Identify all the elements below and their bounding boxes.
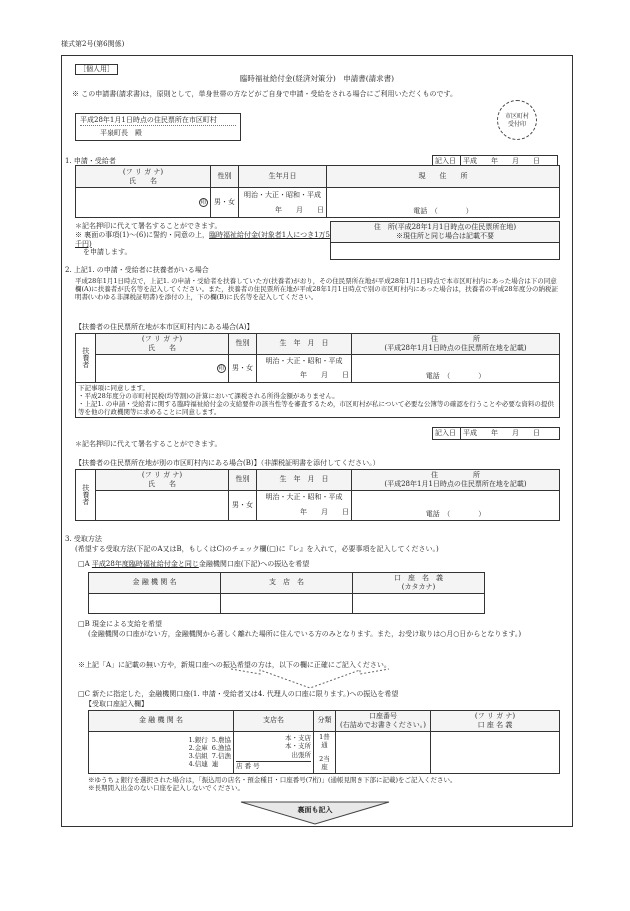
stamp-line1: 市区町村 bbox=[504, 113, 529, 120]
option-b[interactable]: □B 現金による支給を希望 bbox=[78, 620, 162, 628]
account-name-cell[interactable] bbox=[353, 593, 485, 613]
tel-label: 電話 （ ） bbox=[425, 509, 486, 518]
residence-note: ※現住所と同じ場合は記載不要 bbox=[396, 231, 494, 240]
ymd-label: 年 月 日 bbox=[275, 205, 324, 214]
address-cell[interactable] bbox=[352, 490, 560, 520]
option-a-text: 平成28年度臨時福祉給付金と同じ bbox=[91, 560, 199, 568]
residence-cell[interactable] bbox=[331, 242, 560, 259]
ymd-label: 年 月 日 bbox=[300, 508, 349, 516]
section2-intro: 平成28年1月1日時点で，上記1. の申請・受給者を扶養していた方(扶養者)がおり，その住民票所在地が平成28年1月1日時点で本市区町村内にあった場合は下の同意欄(A)に扶養者が氏名等を記入してください。また，扶養者の住民票所在地が平成28年1月1日時点で別の市区町村内にあった場合は，扶養者の平成28年度分の納税証明書(いわゆる非課税証明書)を添付の上，下の欄(B)に氏名等を記入してください。 bbox=[75, 277, 559, 302]
supporter-b-table bbox=[75, 469, 560, 521]
gender-value[interactable]: 男・女 bbox=[229, 354, 257, 382]
era-options: 明治・大正・昭和・平成 bbox=[265, 356, 343, 365]
bank-type-cell[interactable] bbox=[89, 731, 234, 773]
birth-cell[interactable] bbox=[239, 188, 327, 218]
account-no-label: 口座番号 bbox=[369, 712, 397, 720]
account-no-sub: (右詰めでお書きください。) bbox=[340, 720, 426, 729]
oath-note-c: を申請します。 bbox=[83, 248, 132, 257]
supporter-label: 扶養者 bbox=[76, 470, 96, 521]
bank-header: 金 融 機 関 名 bbox=[89, 573, 221, 594]
account-name-label: 口 座 名 義 bbox=[394, 574, 443, 582]
address-sub: (平成28年1月1日時点の住民票所在地を記載) bbox=[384, 343, 527, 352]
s1-notes bbox=[75, 222, 330, 257]
seal-mark: 印 bbox=[200, 199, 207, 206]
address-label: 住 所 bbox=[431, 335, 480, 343]
bank-type: 7.信漁 bbox=[211, 752, 231, 760]
account-type-cell[interactable] bbox=[314, 731, 336, 773]
applicant-table bbox=[75, 165, 560, 218]
ymd-label: 年 月 日 bbox=[300, 370, 349, 379]
date-value[interactable]: 平成 年 月 日 bbox=[461, 428, 560, 440]
dormant-note: ※長期間入出金のない口座を記入しないでください。 bbox=[88, 784, 244, 793]
date-label: 記入日 bbox=[433, 428, 461, 440]
bank-cell[interactable] bbox=[89, 593, 221, 613]
birth-cell[interactable] bbox=[257, 490, 352, 520]
account-no-cell[interactable] bbox=[336, 731, 431, 773]
bank-type: 3.信組 bbox=[188, 752, 208, 760]
date-value[interactable]: 平成 年 月 日 bbox=[461, 156, 558, 168]
seal-note: ＊記名押印に代えて署名することができます。 bbox=[75, 222, 222, 230]
address-cell[interactable] bbox=[352, 354, 560, 382]
section2a-heading: 【扶養者の住民票所在地が本市区町村内にある場合(A)】 bbox=[75, 323, 254, 331]
mayor-name: 平泉町長 殿 bbox=[100, 128, 142, 137]
branch-header: 支 店 名 bbox=[221, 573, 353, 594]
account-no-header bbox=[336, 711, 431, 732]
option-a[interactable] bbox=[78, 560, 309, 569]
name-cell[interactable] bbox=[76, 188, 211, 218]
s2-seal-note: ＊記名押印に代えて署名することができます。 bbox=[75, 440, 222, 448]
gender-header: 性別 bbox=[211, 166, 239, 188]
address-cell[interactable] bbox=[327, 188, 560, 218]
bank-type: 5.農協 bbox=[211, 735, 231, 744]
bank-header: 金 融 機 関 名 bbox=[89, 711, 234, 732]
gender-value[interactable]: 男・女 bbox=[229, 490, 257, 520]
branch-cell[interactable] bbox=[221, 593, 353, 613]
gender-header: 性別 bbox=[229, 334, 257, 355]
bank-type: 6.漁協 bbox=[211, 743, 231, 752]
kana-label: (カタカナ) bbox=[401, 582, 436, 591]
supporter-address-header bbox=[352, 334, 560, 355]
bank-type: 2.金庫 bbox=[188, 743, 208, 752]
account-type: 1普通 bbox=[319, 732, 330, 749]
s2-date bbox=[432, 427, 560, 440]
birth-cell[interactable] bbox=[257, 354, 352, 382]
tel-label: 電話 （ ） bbox=[425, 371, 486, 380]
account-type: 2当座 bbox=[319, 755, 330, 772]
supporter-a-table bbox=[75, 333, 560, 418]
supporter-name-header bbox=[96, 334, 229, 355]
oath-note-b: 臨時福祉給付金(対象者1人につき1万5千円) bbox=[75, 230, 331, 248]
address-header: 現 住 所 bbox=[327, 166, 560, 188]
account-name-header bbox=[353, 573, 485, 594]
section2b-heading: 【扶養者の住民票所在地が別の市区町村内にある場合(B)】（非課税証明書を添付してください。） bbox=[75, 459, 380, 467]
supporter-label: 扶養者 bbox=[76, 334, 96, 383]
option-a-checkbox[interactable]: □A bbox=[78, 560, 90, 568]
form-number: 様式第2号(第6関係) bbox=[61, 40, 125, 48]
consent-cell bbox=[76, 382, 560, 418]
reception-stamp bbox=[497, 100, 537, 140]
form-title: 臨時福祉給付金(経済対策分) 申請書(請求書) bbox=[239, 74, 395, 83]
seal-mark: 印 bbox=[218, 364, 225, 372]
address-label: 住 所 bbox=[431, 471, 480, 479]
bank-a-table bbox=[88, 572, 485, 614]
new-account-notice: ※上記「A」に記載の無い方や，新規口座への振込希望の方は，以下の欄に正確にご記入ください。 bbox=[78, 661, 391, 669]
type-header: 分類 bbox=[314, 711, 336, 732]
name-label: 氏 名 bbox=[148, 479, 176, 488]
era-options: 明治・大正・昭和・平成 bbox=[265, 493, 343, 502]
section1-heading: 1. 申請・受給者 bbox=[65, 157, 116, 165]
consent-heading: 下記事項に同意します。 bbox=[78, 383, 149, 392]
furigana-label: (フ リ ガ ナ) bbox=[122, 167, 164, 176]
birth-header: 生 年 月 日 bbox=[257, 470, 352, 491]
branch-header: 支店名 bbox=[234, 711, 314, 732]
name-header bbox=[76, 166, 211, 188]
section3-heading: 3. 受取方法 bbox=[65, 535, 102, 543]
holder-furigana: (フ リ ガ ナ) bbox=[474, 712, 516, 720]
notice-arrow bbox=[230, 668, 390, 690]
yucho-note: ※ゆうちょ銀行を選択された場合は，「振込用の店名・預金種目・口座番号(7桁)」(通帳見開き下部に記載)をご記入ください。 bbox=[88, 776, 457, 784]
entry-label: 【受取口座記入欄】 bbox=[85, 700, 148, 708]
holder-header bbox=[431, 711, 560, 732]
branch-type: 出張所 bbox=[291, 750, 311, 759]
section3-sub: (希望する受取方法(下記のA又はB，もしくはC)のチェック欄(□)に『レ』を入れて，必要事項を記入してください。) bbox=[75, 545, 439, 553]
branch-type-cell[interactable] bbox=[234, 731, 314, 773]
intro-note: ※ この申請書(請求書)は，原則として，単身世帯の方などがご自身で申請・受給をされる場合にご利用いただくものです。 bbox=[72, 90, 457, 98]
option-a-text2: 金融機関口座(下記)への振込を希望 bbox=[198, 560, 310, 568]
back-side-label: 裏面も記入 bbox=[297, 805, 333, 814]
name-label: 氏 名 bbox=[148, 343, 176, 352]
option-c[interactable]: □C 新たに指定した，金融機関口座(1. 申請・受給者又は4. 代理人の口座に限ります。)への振込を希望 bbox=[78, 690, 399, 698]
residence-table bbox=[330, 221, 560, 260]
bank-c-table bbox=[88, 710, 560, 774]
bank-type: 4.信連 bbox=[188, 760, 208, 769]
addressee-box bbox=[75, 113, 241, 141]
addressee-label: 平成28年1月1日時点の住民票所在市区町村 bbox=[80, 116, 236, 126]
supporter-name-cell[interactable] bbox=[96, 354, 229, 382]
birth-header: 生年月日 bbox=[239, 166, 327, 188]
furigana-label: (フ リ ガ ナ) bbox=[141, 335, 183, 343]
branch-type: 本・支所 bbox=[285, 742, 311, 751]
furigana-label: (フ リ ガ ナ) bbox=[141, 471, 183, 479]
individual-tag: ［個人用］ bbox=[75, 64, 118, 75]
option-b-note: (金融機関の口座がない方，金融機関から著しく離れた場所に住んでいる方のみとなります。また，お受け取りは○月○日からとなります。) bbox=[88, 630, 522, 638]
c-notes bbox=[88, 776, 563, 792]
tel-label: 電話 （ ） bbox=[413, 207, 473, 216]
address-sub: (平成28年1月1日時点の住民票所在地を記載) bbox=[384, 479, 527, 488]
stamp-line2: 受付印 bbox=[507, 120, 526, 128]
holder-cell[interactable] bbox=[431, 731, 560, 773]
gender-header: 性別 bbox=[229, 470, 257, 491]
date-label: 記入日 bbox=[433, 156, 461, 168]
bank-type: 連 bbox=[211, 760, 219, 769]
holder-label: 口 座 名 義 bbox=[477, 720, 513, 729]
name-label: 氏 名 bbox=[129, 176, 157, 185]
supporter-name-cell[interactable] bbox=[96, 490, 229, 520]
branch-type: 本・支店 bbox=[285, 734, 311, 743]
section2-heading: 2. 上記1. の申請・受給者に扶養者がいる場合 bbox=[65, 266, 209, 274]
consent-item-1: ・平成28年度分の市町村民税(均等割)の計算において課税される所得金額がありません。 bbox=[78, 391, 339, 400]
oath-note-a: ※ 裏面の事項(1)～(6)に誓約・同意の上， bbox=[75, 230, 210, 239]
residence-header bbox=[331, 222, 560, 243]
consent-item-2: ・上記1. の申請・受給者に関する臨時福祉給付金の支給要件の該当性等を審査するため，市区町村が私について必要な公簿等の確認を行うことや必要な資料の提供等を他の行政機関等に求めることに同意します。 bbox=[78, 399, 554, 416]
supporter-name-header bbox=[96, 470, 229, 491]
bank-type: 1.銀行 bbox=[188, 735, 208, 744]
era-options: 明治・大正・昭和・平成 bbox=[244, 190, 321, 199]
branch-number-label: 店 番 号 bbox=[236, 761, 311, 770]
residence-label: 住 所(平成28年1月1日時点の住民票所在地) bbox=[373, 223, 517, 231]
supporter-address-header bbox=[352, 470, 560, 491]
birth-header: 生 年 月 日 bbox=[257, 334, 352, 355]
gender-value[interactable]: 男・女 bbox=[211, 188, 239, 218]
